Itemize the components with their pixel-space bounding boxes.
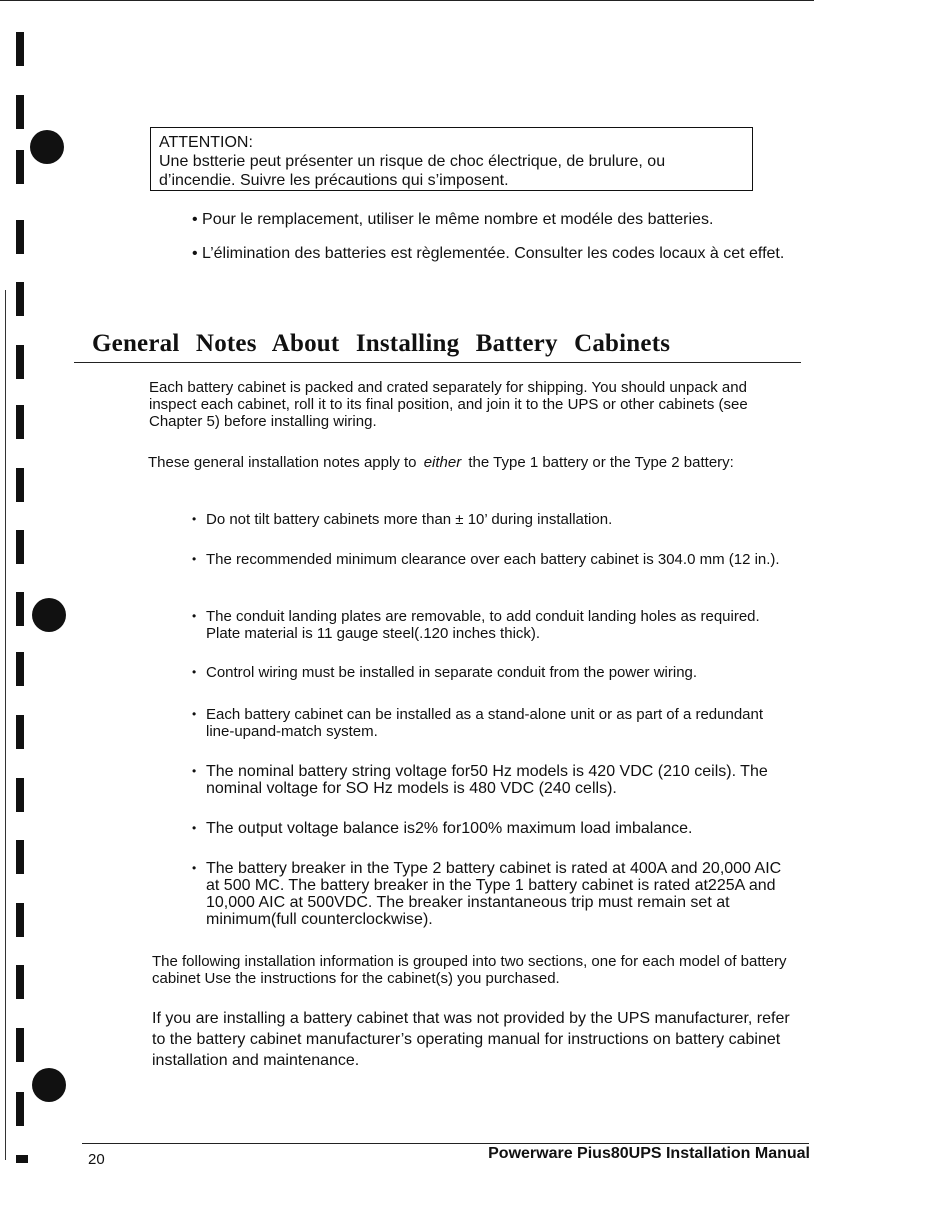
binder-mark [16,903,24,937]
list-item: • The recommended minimum clearance over each battery cabinet is 304.0 mm (12 in.). [192,551,792,568]
section-heading: General Notes About Installing Battery Cabinets [92,330,671,357]
binder-mark [16,405,24,439]
either-emphasis: either [423,454,462,471]
binder-mark [16,715,24,749]
following-paragraph: The following installation information is grouped into two sections, one for each model of battery cabinet Use the instructions for the cabinet(s) you purchased. [152,953,787,987]
list-item: • Each battery cabinet can be installed as a stand-alone unit or as part of a redundant line-upand-match system. [192,706,792,740]
list-item: • The output voltage balance is2% for100% maximum load imbalance. [192,820,792,837]
binder-mark [16,652,24,686]
binder-mark [16,220,24,254]
list-item: • The nominal battery string voltage for50 Hz models is 420 VDC (210 ceils). The nominal voltage for SO Hz models is 480 VDC (240 cells). [192,763,792,797]
binder-mark [16,840,24,874]
heading-rule [74,362,801,363]
binder-mark [16,468,24,502]
binder-mark [16,32,24,66]
french-bullet: • Pour le remplacement, utiliser le même nombre et modéle des batteries. [192,211,714,228]
binder-mark [16,965,24,999]
list-item: • The conduit landing plates are removable, to add conduit landing holes as required. Plate material is 11 gauge steel(.120 inches thick). [192,608,792,642]
attention-title: ATTENTION: [159,134,253,151]
margin-rule [5,290,6,1160]
footer-rule [82,1143,809,1144]
binder-mark [16,345,24,379]
binder-mark [16,1155,28,1163]
binder-mark [16,282,24,316]
footer-manual-title: Powerware Pius80UPS Installation Manual [488,1145,810,1162]
attention-box [150,127,753,191]
attention-body: Une bstterie peut présenter un risque de choc électrique, de brulure, ou d’incendie. Suivre les précautions qui s’imposent. [159,153,666,189]
binding-marks [0,0,80,1219]
list-item: • Control wiring must be installed in separate conduit from the power wiring. [192,664,792,681]
intro-paragraph: Each battery cabinet is packed and crated separately for shipping. You should unpack and inspect each cabinet, roll it to its final position, and join it to the UPS or other cabinets (see Chapter 5) before installing wiring. [149,379,748,430]
binder-mark [16,95,24,129]
binder-mark [16,1028,24,1062]
binder-hole [32,598,66,632]
binder-hole [30,130,64,164]
manufacturer-paragraph: If you are installing a battery cabinet that was not provided by the UPS manufacturer, refer to the battery cabinet manufacturer’s operating manual for instructions on battery cabinet installation and maintenance. [152,1010,790,1069]
binder-mark [16,778,24,812]
list-item: • Do not tilt battery cabinets more than ± 10’ during installation. [192,511,792,528]
binder-mark [16,530,24,564]
binder-mark [16,592,24,626]
top-rule [0,0,814,1]
french-bullet-list [192,210,812,278]
applies-paragraph: These general installation notes apply to either the Type 1 battery or the Type 2 battery: [148,454,734,471]
binder-mark [16,150,24,184]
binder-mark [16,1092,24,1126]
list-item: • The battery breaker in the Type 2 battery cabinet is rated at 400A and 20,000 AIC at 500 MC. The battery breaker in the Type 1 battery cabinet is rated at225A and 10,000 AIC at 500VDC. The breaker instantaneous trip must remain set at minimum(full counterclockwise). [192,860,792,928]
french-bullet: • L’élimination des batteries est règlementée. Consulter les codes locaux à cet effet. [192,245,785,262]
page-number: 20 [88,1151,105,1168]
binder-hole [32,1068,66,1102]
